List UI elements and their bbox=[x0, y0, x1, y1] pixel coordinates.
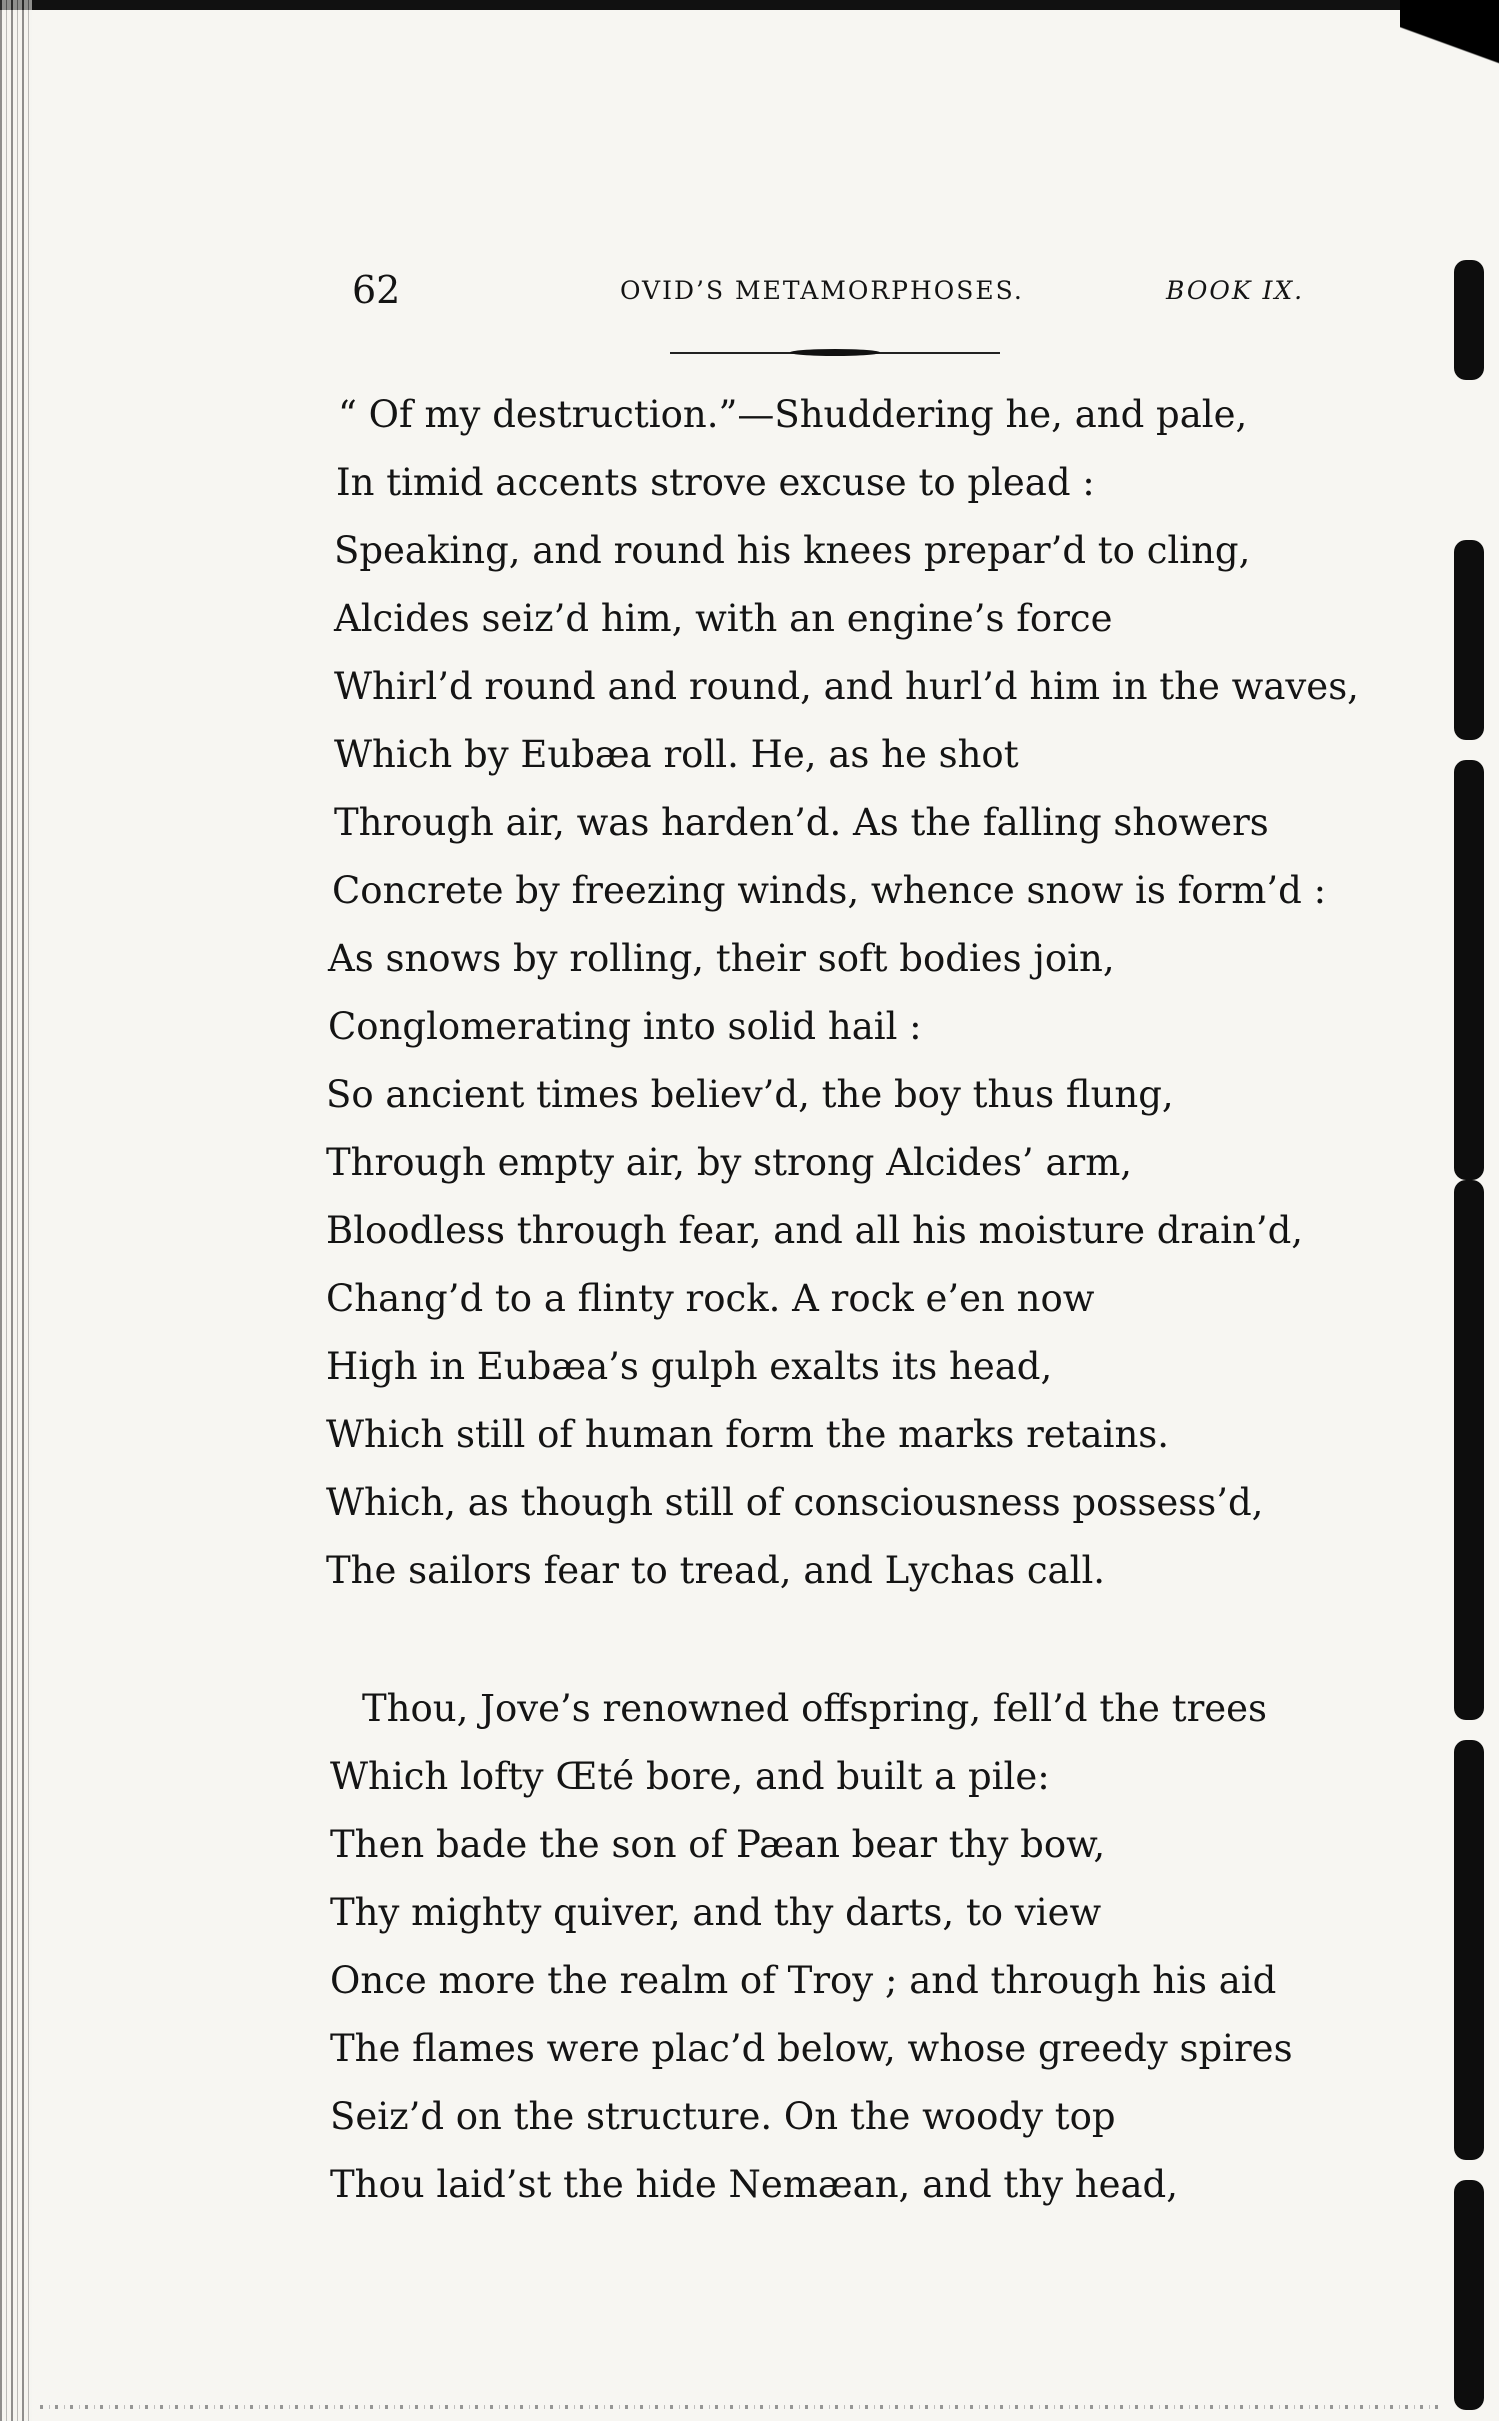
verse-line: Which lofty Œté bore, and built a pile: bbox=[330, 1755, 1050, 1798]
verse-line: Bloodless through fear, and all his moisture drain’d, bbox=[326, 1209, 1304, 1252]
running-title: OVID’S METAMORPHOSES. bbox=[620, 276, 1024, 305]
verse-line: Then bade the son of Pæan bear thy bow, bbox=[330, 1823, 1106, 1866]
verse-line: Conglomerating into solid hail : bbox=[328, 1005, 922, 1048]
verse-line: Concrete by freezing winds, whence snow is form’d : bbox=[332, 869, 1327, 912]
verse-line: Which, as though still of consciousness possess’d, bbox=[326, 1481, 1264, 1524]
verse-line: Through empty air, by strong Alcides’ arm, bbox=[326, 1141, 1133, 1184]
verse-line: Chang’d to a flinty rock. A rock e’en now bbox=[326, 1277, 1095, 1320]
verse-line: The flames were plac’d below, whose greedy spires bbox=[330, 2027, 1293, 2070]
verse-line: Speaking, and round his knees prepar’d to cling, bbox=[334, 529, 1251, 572]
verse-line: Which by Eubæa roll. He, as he shot bbox=[334, 733, 1019, 776]
verse-line: “ Of my destruction.”—Shuddering he, and pale, bbox=[338, 393, 1248, 436]
verse-line: In timid accents strove excuse to plead : bbox=[336, 461, 1095, 504]
verse-line: So ancient times believ’d, the boy thus flung, bbox=[326, 1073, 1174, 1116]
verse-line: Thou, Jove’s renowned offspring, fell’d the trees bbox=[362, 1687, 1268, 1730]
page-number: 62 bbox=[352, 268, 401, 312]
verse-line: High in Eubæa’s gulph exalts its head, bbox=[326, 1345, 1053, 1388]
verse-line: Once more the realm of Troy ; and through his aid bbox=[330, 1959, 1277, 2002]
verse-line: The sailors fear to tread, and Lychas call. bbox=[326, 1549, 1106, 1592]
verse-line: Thy mighty quiver, and thy darts, to view bbox=[330, 1891, 1102, 1934]
verse-line: Alcides seiz’d him, with an engine’s force bbox=[334, 597, 1113, 640]
verse-line: As snows by rolling, their soft bodies join, bbox=[328, 937, 1115, 980]
verse-line: Through air, was harden’d. As the falling showers bbox=[334, 801, 1269, 844]
verse-line: Whirl’d round and round, and hurl’d him in the waves, bbox=[334, 665, 1359, 708]
verse-line: Which still of human form the marks retains. bbox=[326, 1413, 1170, 1456]
verse-line: Thou laid’st the hide Nemæan, and thy head, bbox=[330, 2163, 1179, 2206]
book-label: BOOK IX. bbox=[1166, 276, 1305, 305]
verse-line: Seiz’d on the structure. On the woody top bbox=[330, 2095, 1116, 2138]
